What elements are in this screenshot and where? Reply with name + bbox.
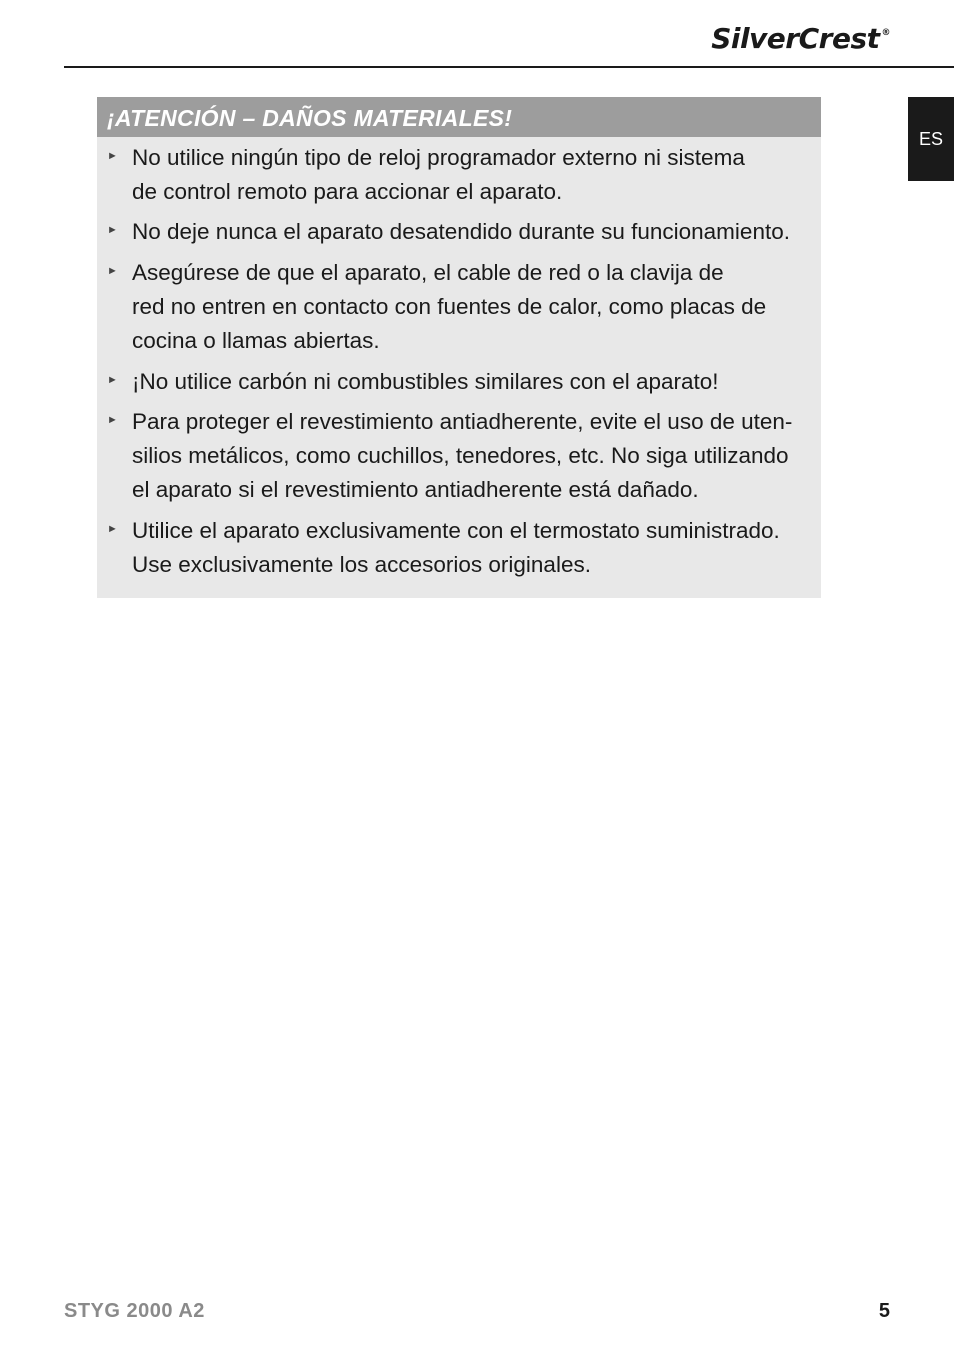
language-tab xyxy=(908,97,954,181)
list-item-line: No deje nunca el aparato desatendido durante su funcionamiento. xyxy=(132,219,790,244)
notice-title: ¡ATENCIÓN – DAÑOS MATERIALES! xyxy=(97,97,821,137)
list-item xyxy=(97,256,821,358)
list-item-line: Para proteger el revestimiento antiadherente, evite el uso de uten- xyxy=(132,409,793,434)
registered-mark: ® xyxy=(881,28,890,38)
header-rule xyxy=(64,66,954,68)
list-item-line: de control remoto para accionar el aparato. xyxy=(132,179,563,204)
triangle-bullet-icon: ► xyxy=(107,523,118,535)
warning-notice-box xyxy=(97,97,821,598)
footer-model-number: STYG 2000 A2 xyxy=(64,1300,205,1322)
list-item xyxy=(97,215,821,249)
list-item-line: cocina o llamas abiertas. xyxy=(132,328,380,353)
list-item-line: el aparato si el revestimiento antiadherente está dañado. xyxy=(132,477,699,502)
list-item-line: ¡No utilice carbón ni combustibles similares con el aparato! xyxy=(132,369,719,394)
list-item-line: Utilice el aparato exclusivamente con el termostato suministrado. xyxy=(132,518,780,543)
triangle-bullet-icon: ► xyxy=(107,224,118,236)
triangle-bullet-icon: ► xyxy=(107,150,118,162)
brand-name: SilverCrest xyxy=(711,22,880,55)
list-item-line: No utilice ningún tipo de reloj programador externo ni sistema xyxy=(132,145,745,170)
list-item xyxy=(97,514,821,582)
brand-logo xyxy=(711,22,890,55)
list-item xyxy=(97,141,821,209)
list-item-line: silios metálicos, como cuchillos, tenedores, etc. No siga utilizando xyxy=(132,443,789,468)
triangle-bullet-icon: ► xyxy=(107,414,118,426)
list-item xyxy=(97,405,821,507)
list-item-line: Use exclusivamente los accesorios originales. xyxy=(132,552,591,577)
triangle-bullet-icon: ► xyxy=(107,265,118,277)
list-item-line: Asegúrese de que el aparato, el cable de red o la clavija de xyxy=(132,260,724,285)
triangle-bullet-icon: ► xyxy=(107,374,118,386)
footer-page-number: 5 xyxy=(878,1300,890,1322)
list-item xyxy=(97,365,821,399)
list-item-line: red no entren en contacto con fuentes de calor, como placas de xyxy=(132,294,767,319)
language-tab-label: ES xyxy=(918,128,943,149)
